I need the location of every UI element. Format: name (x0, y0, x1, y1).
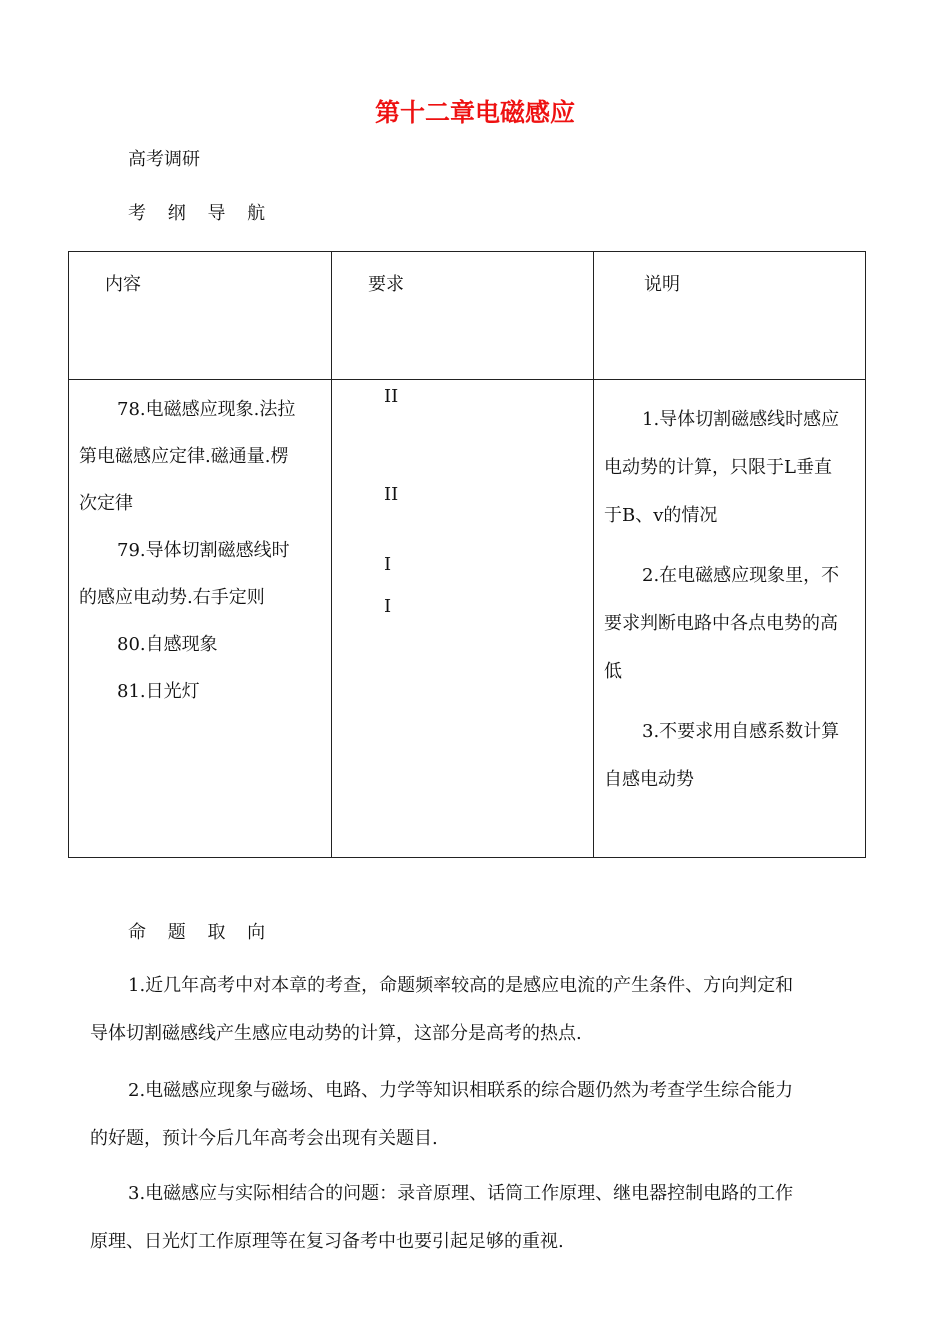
subtitle-gaokao-diaoyan: 高考调研 (128, 149, 200, 170)
content-line: 第电磁感应定律.磁通量.楞 (79, 446, 289, 467)
note-line: 3.不要求用自感系数计算 (642, 721, 840, 742)
content-line: 78.电磁感应现象.法拉 (117, 399, 296, 420)
paragraph-line: 原理、日光灯工作原理等在复习备考中也要引起足够的重视. (90, 1231, 564, 1252)
note-item (604, 396, 857, 540)
requirement-level: I (384, 554, 392, 575)
notes-cell (594, 380, 866, 858)
content-line: 80.自感现象 (117, 634, 218, 655)
paragraph-1 (90, 962, 862, 1058)
syllabus-table (68, 251, 866, 858)
paragraph-2 (90, 1067, 862, 1163)
table-body-row (69, 380, 866, 858)
paragraph-line: 1.近几年高考中对本章的考查，命题频率较高的是感应电流的产生条件、方向判定和 (128, 975, 794, 996)
requirement-cell (332, 380, 594, 858)
section-title-mingti-quxiang: 命 题 取 向 (128, 922, 274, 943)
header-requirement-label: 要求 (368, 274, 404, 295)
note-line: 于B、v的情况 (604, 505, 718, 526)
note-line: 要求判断电路中各点电势的高 (604, 613, 838, 634)
requirement-level: I (384, 596, 392, 617)
note-item (604, 708, 857, 804)
header-content-label: 内容 (105, 274, 141, 295)
paragraph-line: 导体切割磁感线产生感应电动势的计算，这部分是高考的热点. (90, 1023, 582, 1044)
requirement-level: II (384, 484, 399, 505)
content-line: 的感应电动势.右手定则 (79, 587, 265, 608)
subtitle-kaogang-daohang: 考 纲 导 航 (128, 203, 274, 224)
paragraph-line: 3.电磁感应与实际相结合的问题：录音原理、话筒工作原理、继电器控制电路的工作 (128, 1183, 794, 1204)
header-cell-content (69, 252, 332, 380)
requirement-level: II (384, 386, 399, 407)
note-line: 自感电动势 (604, 769, 694, 790)
content-line: 79.导体切割磁感线时 (117, 540, 290, 561)
page-title: 第十二章电磁感应 (374, 98, 575, 127)
header-cell-requirement (332, 252, 594, 380)
header-cell-notes (594, 252, 866, 380)
content-line: 81.日光灯 (117, 681, 200, 702)
table-header-row (69, 252, 866, 380)
content-cell (69, 380, 332, 858)
paragraph-line: 的好题，预计今后几年高考会出现有关题目. (90, 1128, 438, 1149)
notes-list (594, 380, 865, 804)
content-line: 次定律 (79, 493, 133, 514)
note-line: 电动势的计算，只限于L垂直 (604, 457, 832, 478)
note-line: 1.导体切割磁感线时感应 (642, 409, 840, 430)
content-list (69, 380, 331, 715)
paragraph-line: 2.电磁感应现象与磁场、电路、力学等知识相联系的综合题仍然为考查学生综合能力 (128, 1080, 794, 1101)
paragraph-3 (90, 1170, 862, 1266)
note-line: 低 (604, 661, 622, 682)
header-notes-label: 说明 (644, 274, 680, 295)
note-line: 2.在电磁感应现象里，不 (642, 565, 840, 586)
note-item (604, 552, 857, 696)
